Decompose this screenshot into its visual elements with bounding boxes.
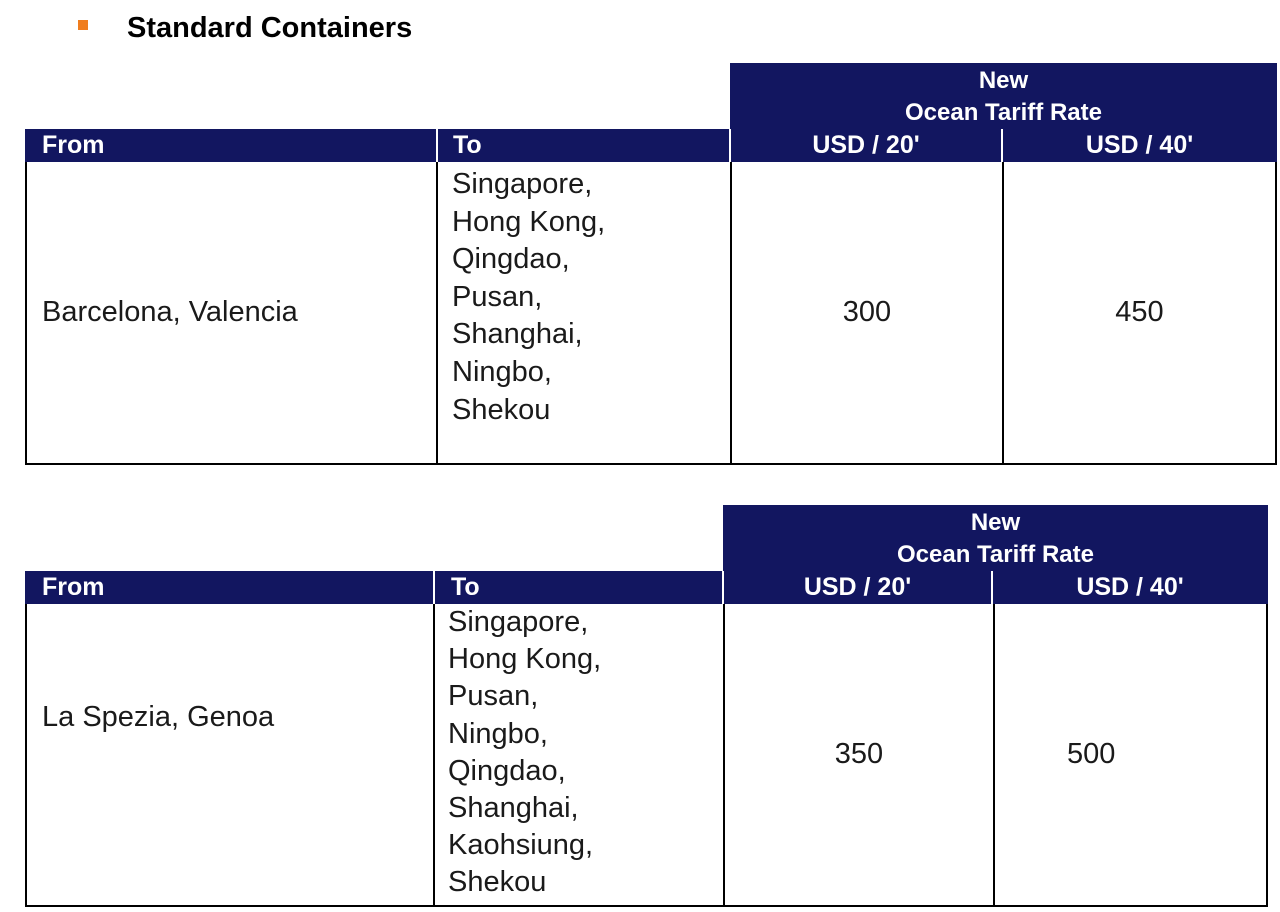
destination-port: Hong Kong,	[452, 205, 606, 238]
column-header-from: From	[42, 131, 105, 159]
destination-port: Ningbo,	[448, 717, 548, 750]
rate-usd-20: 300	[842, 296, 892, 328]
section-title: Standard Containers	[127, 11, 413, 44]
column-header-to: To	[451, 573, 480, 601]
cell-from	[27, 604, 435, 905]
cell-to	[436, 162, 730, 463]
cell-to	[433, 604, 724, 905]
group-header-line-1: New	[970, 509, 1021, 536]
group-header-line-2: Ocean Tariff Rate	[897, 541, 1094, 568]
column-header-row	[25, 129, 1277, 162]
destination-port: Qingdao,	[452, 243, 570, 276]
destination-port: Shekou	[448, 866, 547, 899]
table-row	[25, 162, 1277, 465]
column-header-to: To	[453, 131, 482, 159]
destination-port: Singapore,	[452, 168, 593, 200]
rate-usd-40: 500	[1067, 738, 1116, 770]
destination-port: Ningbo,	[452, 355, 552, 388]
rate-group-header	[723, 505, 1268, 571]
destination-port: Singapore,	[448, 606, 589, 638]
destination-port: Kaohsiung,	[448, 829, 594, 862]
rate-usd-20: 350	[834, 738, 884, 770]
destination-port: Shanghai,	[452, 318, 583, 351]
column-header-usd-40: USD / 40'	[1076, 573, 1184, 601]
group-header-line-1: New	[978, 67, 1029, 94]
table-row	[25, 604, 1268, 907]
from-ports: Barcelona, Valencia	[42, 296, 298, 328]
destination-port: Shekou	[452, 393, 551, 426]
column-header-row	[25, 571, 1268, 604]
column-header-usd-20: USD / 20'	[803, 573, 912, 601]
tariff-table-2	[25, 505, 1268, 907]
section-heading	[78, 8, 412, 48]
destination-port: Pusan,	[448, 680, 539, 713]
destination-port: Pusan,	[452, 280, 543, 313]
cell-usd-20	[723, 604, 993, 905]
group-header-line-2: Ocean Tariff Rate	[905, 99, 1102, 126]
from-ports: La Spezia, Genoa	[42, 701, 275, 733]
column-header-usd-40: USD / 40'	[1085, 131, 1194, 159]
rate-group-header	[730, 63, 1277, 129]
cell-from	[27, 162, 438, 463]
rate-usd-40: 450	[1115, 296, 1164, 328]
destination-port: Shanghai,	[448, 792, 579, 825]
cell-usd-40	[1002, 162, 1275, 463]
cell-usd-20	[730, 162, 1002, 463]
column-header-usd-20: USD / 20'	[812, 131, 920, 159]
bullet-square-icon	[78, 20, 88, 30]
destination-port: Hong Kong,	[448, 643, 602, 676]
destination-port: Qingdao,	[448, 754, 566, 787]
tariff-table-1	[25, 63, 1277, 465]
cell-usd-40	[993, 604, 1266, 905]
column-header-from: From	[42, 573, 105, 601]
